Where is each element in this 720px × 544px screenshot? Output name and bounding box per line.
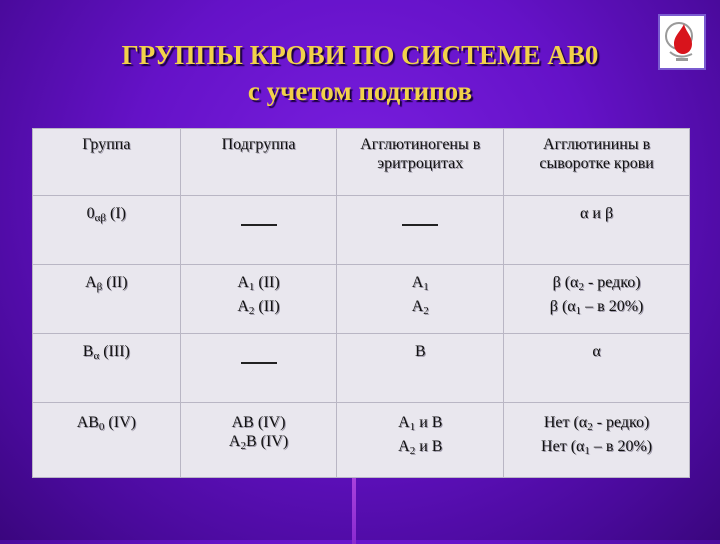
header-group: Группа bbox=[33, 129, 181, 196]
cell-subgroup-empty bbox=[180, 334, 337, 403]
cell-group: $0_{\alpha\beta}$ (I) bbox=[33, 196, 181, 265]
cell-agglutinins: α и β bbox=[504, 196, 690, 265]
cell-group: $AB_0$ (IV) bbox=[33, 403, 181, 478]
cell-subgroup: $A_1$ (II) $A_2$ (II) bbox=[180, 265, 337, 334]
cell-agglutinins: β ($\alpha_2$ - редко) β ($\alpha_1$ – в 20%) bbox=[504, 265, 690, 334]
page-subtitle: с учетом подтипов bbox=[247, 76, 473, 106]
header-agglutinins: Агглютинины в сыворотке крови bbox=[504, 129, 690, 196]
cell-agglutinogens: $A_1$ $A_2$ bbox=[337, 265, 504, 334]
cell-agglutinins: α bbox=[504, 334, 690, 403]
cell-group: $A_\beta$ (II) bbox=[33, 265, 181, 334]
table-header-row bbox=[33, 129, 690, 196]
header-subgroup: Подгруппа bbox=[180, 129, 337, 196]
cell-group: $B_\alpha$ (III) bbox=[33, 334, 181, 403]
table-row bbox=[33, 196, 690, 265]
cell-agglutinins: Нет ($\alpha_2$ - редко) Нет ($\alpha_1$ – в 20%) bbox=[504, 403, 690, 478]
cell-agglutinogens: $A_1$ и B $A_2$ и B bbox=[337, 403, 504, 478]
table-row bbox=[33, 334, 690, 403]
table-row bbox=[33, 403, 690, 478]
header-agglutinogens: Агглютиногены в эритроцитах bbox=[337, 129, 504, 196]
cell-subgroup: AB (IV) $A_2B$ (IV) bbox=[180, 403, 337, 478]
cell-subgroup-empty bbox=[180, 196, 337, 265]
blood-groups-table bbox=[32, 128, 690, 478]
cell-agglutinogens: B bbox=[337, 334, 504, 403]
blood-drop-logo-icon bbox=[658, 14, 706, 70]
table-row bbox=[33, 265, 690, 334]
cell-agglutinogens-empty bbox=[337, 196, 504, 265]
page-title: ГРУППЫ КРОВИ ПО СИСТЕМЕ АВ0 bbox=[121, 40, 599, 70]
